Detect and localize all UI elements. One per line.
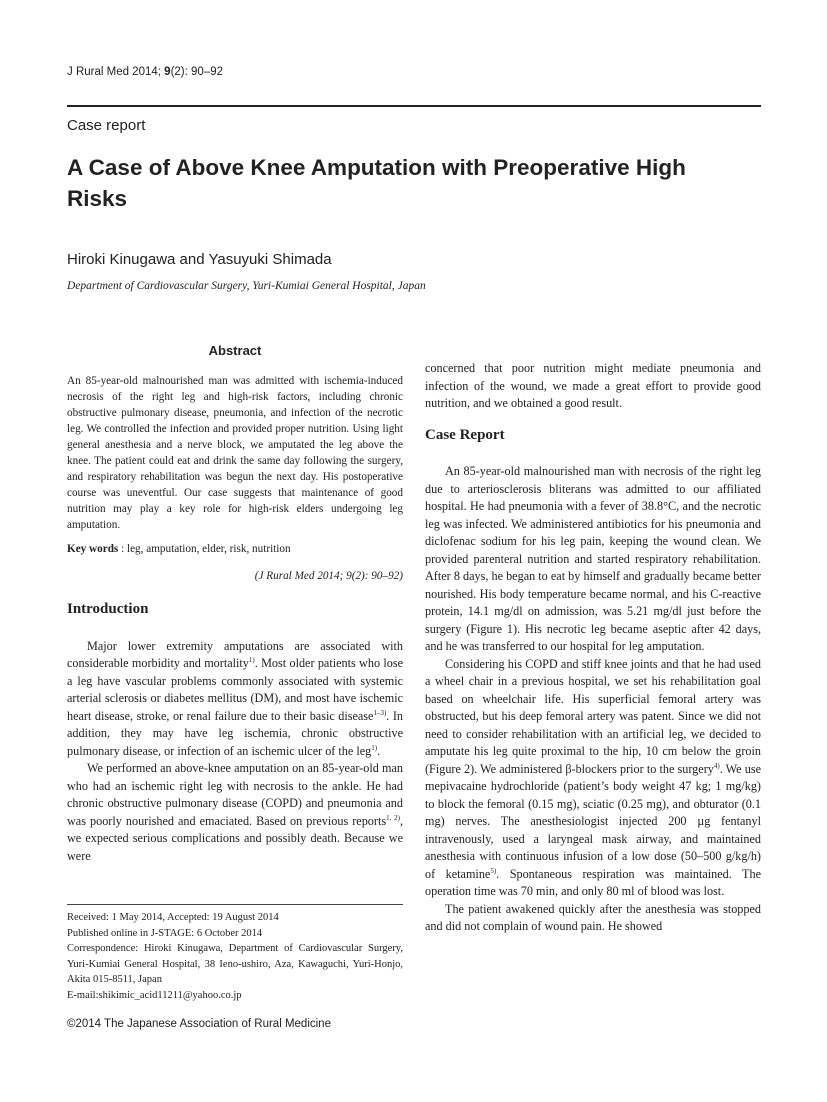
header-rule: [67, 105, 761, 107]
citation: (J Rural Med 2014; 9(2): 90–92): [254, 569, 403, 582]
journal-volume: 9: [164, 66, 171, 78]
copyright: ©2014 The Japanese Association of Rural Medicine: [67, 1018, 331, 1030]
authors: Hiroki Kinugawa and Yasuyuki Shimada: [67, 251, 332, 268]
journal-header: [67, 66, 223, 78]
introduction-paragraph-2: We performed an above-knee amputation on an 85-year-old man who had an ischemic right leg with necrosis to the ankle. He had chronic obstructive pulmonary disease (COPD) and pneumonia and was poorly nourished and emaciated. Based on previous reports$^{1, 2)}$, we expected serious complications and possibly death. Because we were: [67, 761, 403, 863]
introduction-continuation: concerned that poor nutrition might mediate pneumonia and infection of the wound, we made a great effort to provide good nutrition, and we obtained a good result.: [425, 361, 761, 410]
right-column: [425, 360, 761, 936]
article-title: A Case of Above Knee Amputation with Preoperative High Risks: [67, 155, 686, 211]
correspondence: Correspondence: Hiroki Kinugawa, Department of Cardiovascular Surgery, Yuri-Kumiai General Hospital, 38 Ieno-ushiro, Aza, Kawaguchi, Yuri-Honjo, Akita 015-8511, Japan: [67, 943, 403, 985]
reference-marker: 1): [248, 656, 255, 665]
keywords-label: Key words: [67, 543, 119, 556]
keywords-list: : leg, amputation, elder, risk, nutrition: [118, 543, 291, 556]
affiliation: Department of Cardiovascular Surgery, Yuri-Kumiai General Hospital, Japan: [67, 280, 426, 292]
reference-marker: 5): [490, 866, 497, 875]
reference-marker: 1–3): [373, 708, 387, 717]
keywords: [67, 541, 403, 559]
case-paragraph-2: Considering his COPD and stiff knee joints and that he had used a wheel chair in a previous hospital, we set his rehabilitation goal based on wheelchair life. His superficial femoral artery was obstructed, but his deep femoral artery was patent. Since we did not need to consider rehabilitation with an artificial leg, we decided to amputate his leg quite proximal to the hip, 10 cm below the groin (Figure 2). We administered β-blockers prior to the surgery$^{4)}$. We use mepivacaine hydrochloride (patient’s body weight 47 kg; 1 mg/kg) to block the femoral (0.15 mg), sciatic (0.25 mg), and obturator (0.1 mg) nerves. The anesthesiologist injected 200 µg fentanyl intravenously, used a laryngeal mask airway, and maintained anesthesia with continuous infusion of a low dose (50–500 g/kg/h) of ketamine$^{5)}$. Spontaneous respiration was maintained. The operation time was 70 min, and only 80 ml of blood was lost.: [425, 656, 761, 898]
reference-marker: 1, 2): [386, 813, 400, 822]
published-date: Published online in J-STAGE: 6 October 2014: [67, 927, 263, 939]
case-report-heading: Case Report: [425, 426, 505, 443]
abstract-body: An 85-year-old malnourished man was admitted with ischemia-induced necrosis of the right leg and high-risk factors, including chronic obstructive pulmonary disease, pneumonia, and infection of the necrotic leg. We controlled the infection and provided proper nutrition. Using light general anesthesia and a nerve block, we amputated the leg above the knee. The patient could eat and drink the same day following the surgery, and respiratory rehabilitation was begun the next day. His postoperative course was uneventful. Our case suggests that maintenance of good nutrition may play a key role for high-risk elders undergoing leg amputation.: [67, 374, 403, 532]
case-paragraph-3: The patient awakened quickly after the anesthesia was stopped and did not complain of wound pain. He showed: [425, 901, 761, 933]
received-date: Received: 1 May 2014, Accepted: 19 August 2014: [67, 912, 279, 923]
journal-citation-prefix: J Rural Med 2014;: [67, 66, 165, 78]
case-paragraph-1: An 85-year-old malnourished man with necrosis of the right leg due to arteriosclerosis bliterans was admitted to our affiliated hospital. He had pneumonia with a fever of 38.8°C, and the necrotic leg was infected. We administered antibiotics for his pneumonia and diclofenac sodium for his leg pain, keeping the wound clean. We provided parenteral nutrition and started respiratory rehabilitation. After 8 days, he began to eat by himself and gradually became better nourished. His body temperature became normal, and his C-reactive protein, 14.1 mg/dl on admission, was 5.21 mg/dl just before the surgery (Figure 1). His necrotic leg became aseptic after 42 days, and he was transferred to our hospital for leg amputation.: [425, 464, 761, 653]
article-type: Case report: [67, 117, 146, 134]
journal-issue-pages: (2): 90–92: [170, 66, 224, 78]
introduction-paragraph-1: Major lower extremity amputations are associated with considerable morbidity and mortality$^{1)}$. Most older patients who lose a leg have vascular problems commonly associated with systemic arterial sclerosis or diabetes mellitus (DM), and most have ischemic heart disease, stroke, or renal failure due to their basic disease$^{1-3)}$. In addition, they may have leg ischemia, chronic obstructive pulmonary disease, or infection of an ischemic ulcer of the leg$^{1)}$.: [67, 638, 404, 758]
footnotes: [67, 910, 403, 1003]
abstract-heading: Abstract: [208, 343, 262, 358]
footnote-rule: [67, 904, 403, 905]
introduction-heading: Introduction: [67, 601, 149, 618]
reference-marker: 1): [371, 743, 378, 752]
left-column: [67, 342, 403, 865]
reference-marker: 4): [713, 761, 720, 770]
email: E-mail:shikimic_acid11211@yahoo.co.jp: [67, 989, 242, 1001]
